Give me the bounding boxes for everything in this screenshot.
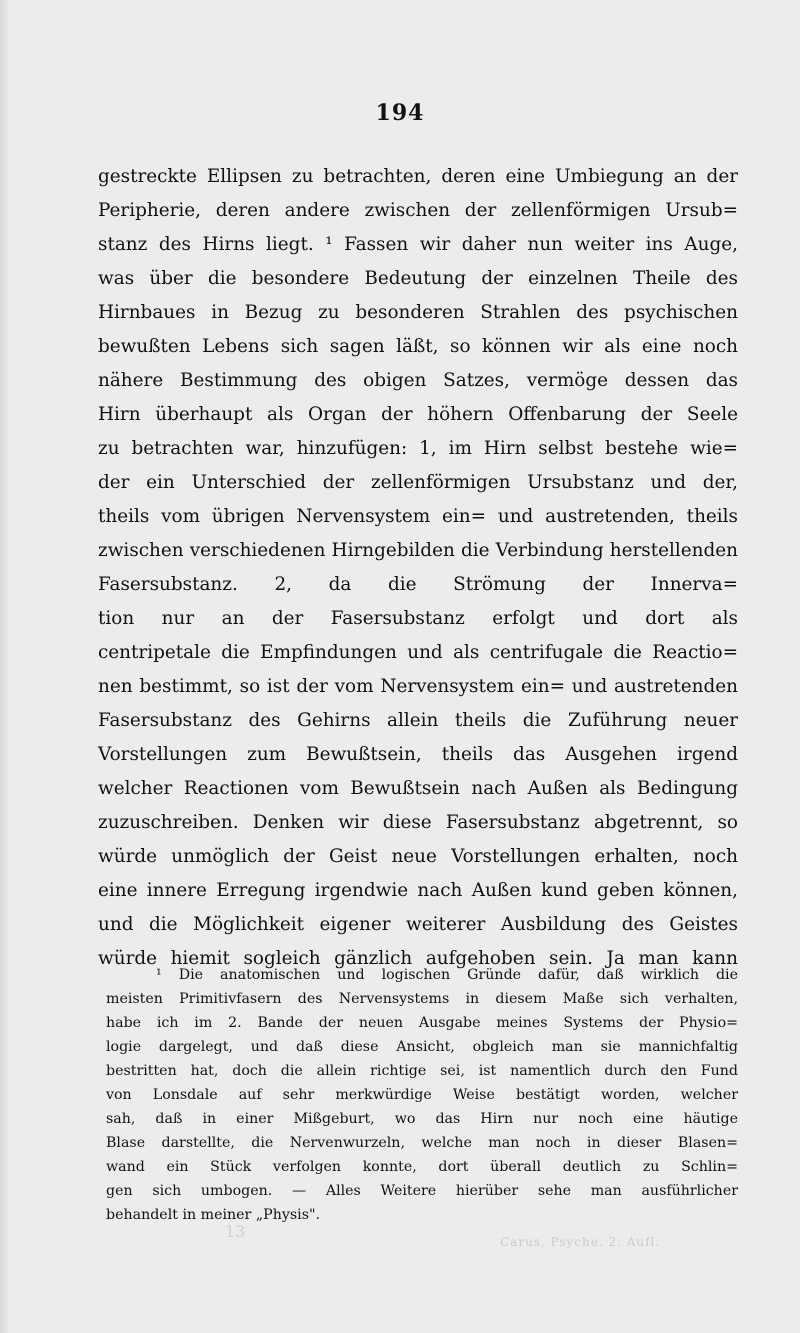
text-line: zuzuschreiben. Denken wir diese Fasersubstanz abgetrennt, so (98, 812, 738, 833)
text-line: eine innere Erregung irgendwie nach Außen kund geben können, (98, 880, 738, 901)
footnote-line: wand ein Stück verfolgen konnte, dort überall deutlich zu Schlin= (106, 1159, 738, 1175)
footnote (106, 963, 738, 1227)
text-line: Fasersubstanz des Gehirns allein theils die Zuführung neuer (98, 710, 738, 731)
footnote-line: Blase darstellte, die Nervenwurzeln, welche man noch in dieser Blasen= (106, 1135, 738, 1151)
text-line: bewußten Lebens sich sagen läßt, so können wir als eine noch (98, 336, 738, 357)
show-through-signature: 13 (225, 1222, 246, 1241)
text-line: würde unmöglich der Geist neue Vorstellungen erhalten, noch (98, 846, 738, 867)
text-line: Peripherie, deren andere zwischen der zellenförmigen Ursub= (98, 200, 738, 221)
text-line: tion nur an der Fasersubstanz erfolgt und dort als (98, 608, 738, 629)
text-line: stanz des Hirns liegt. ¹ Fassen wir daher nun weiter ins Auge, (98, 234, 738, 255)
text-line: Hirn überhaupt als Organ der höhern Offenbarung der Seele (98, 404, 738, 425)
footnote-line: gen sich umbogen. — Alles Weitere hierüber sehe man ausführlicher (106, 1183, 738, 1199)
page-edge-shadow (0, 0, 10, 1333)
text-line: Hirnbaues in Bezug zu besonderen Strahlen des psychischen (98, 302, 738, 323)
page-number: 194 (375, 100, 425, 126)
footnote-line: sah, daß in einer Mißgeburt, wo das Hirn nur noch eine häutige (106, 1111, 738, 1127)
text-line: Vorstellungen zum Bewußtsein, theils das Ausgehen irgend (98, 744, 738, 765)
footnote-line: meisten Primitivfasern des Nervensystems in diesem Maße sich verhalten, (106, 991, 738, 1007)
text-line: zu betrachten war, hinzufügen: 1, im Hirn selbst bestehe wie= (98, 438, 738, 459)
show-through-imprint: Carus, Psyche. 2. Aufl. (500, 1235, 661, 1249)
text-line: würde hiemit sogleich gänzlich aufgehoben sein. Ja man kann (98, 948, 738, 969)
text-line: Fasersubstanz. 2, da die Strömung der Innerva= (98, 574, 738, 595)
footnote-line: behandelt in meiner „Physis". (106, 1207, 321, 1223)
footnote-line: habe ich im 2. Bande der neuen Ausgabe meines Systems der Physio= (106, 1015, 738, 1031)
footnote-line: bestritten hat, doch die allein richtige sei, ist namentlich durch den Fund (106, 1063, 738, 1079)
footnote-line: logie dargelegt, und daß diese Ansicht, obgleich man sie mannichfaltig (106, 1039, 738, 1055)
text-line: nen bestimmt, so ist der vom Nervensystem ein= und austretenden (98, 676, 738, 697)
text-line: der ein Unterschied der zellenförmigen Ursubstanz und der, (98, 472, 738, 493)
text-line: und die Möglichkeit eigener weiterer Ausbildung des Geistes (98, 914, 738, 935)
text-line: zwischen verschiedenen Hirngebilden die Verbindung herstellenden (98, 540, 738, 561)
text-line: gestreckte Ellipsen zu betrachten, deren eine Umbiegung an der (98, 166, 738, 187)
text-line: theils vom übrigen Nervensystem ein= und austretenden, theils (98, 506, 738, 527)
footnote-line: von Lonsdale auf sehr merkwürdige Weise bestätigt worden, welcher (106, 1087, 738, 1103)
text-line: centripetale die Empfindungen und als centrifugale die Reactio= (98, 642, 738, 663)
footnote-line: ¹ Die anatomischen und logischen Gründe dafür, daß wirklich die (156, 967, 738, 983)
text-line: nähere Bestimmung des obigen Satzes, vermöge dessen das (98, 370, 738, 391)
text-line: was über die besondere Bedeutung der einzelnen Theile des (98, 268, 738, 289)
main-text (98, 160, 738, 976)
text-line: welcher Reactionen vom Bewußtsein nach Außen als Bedingung (98, 778, 738, 799)
